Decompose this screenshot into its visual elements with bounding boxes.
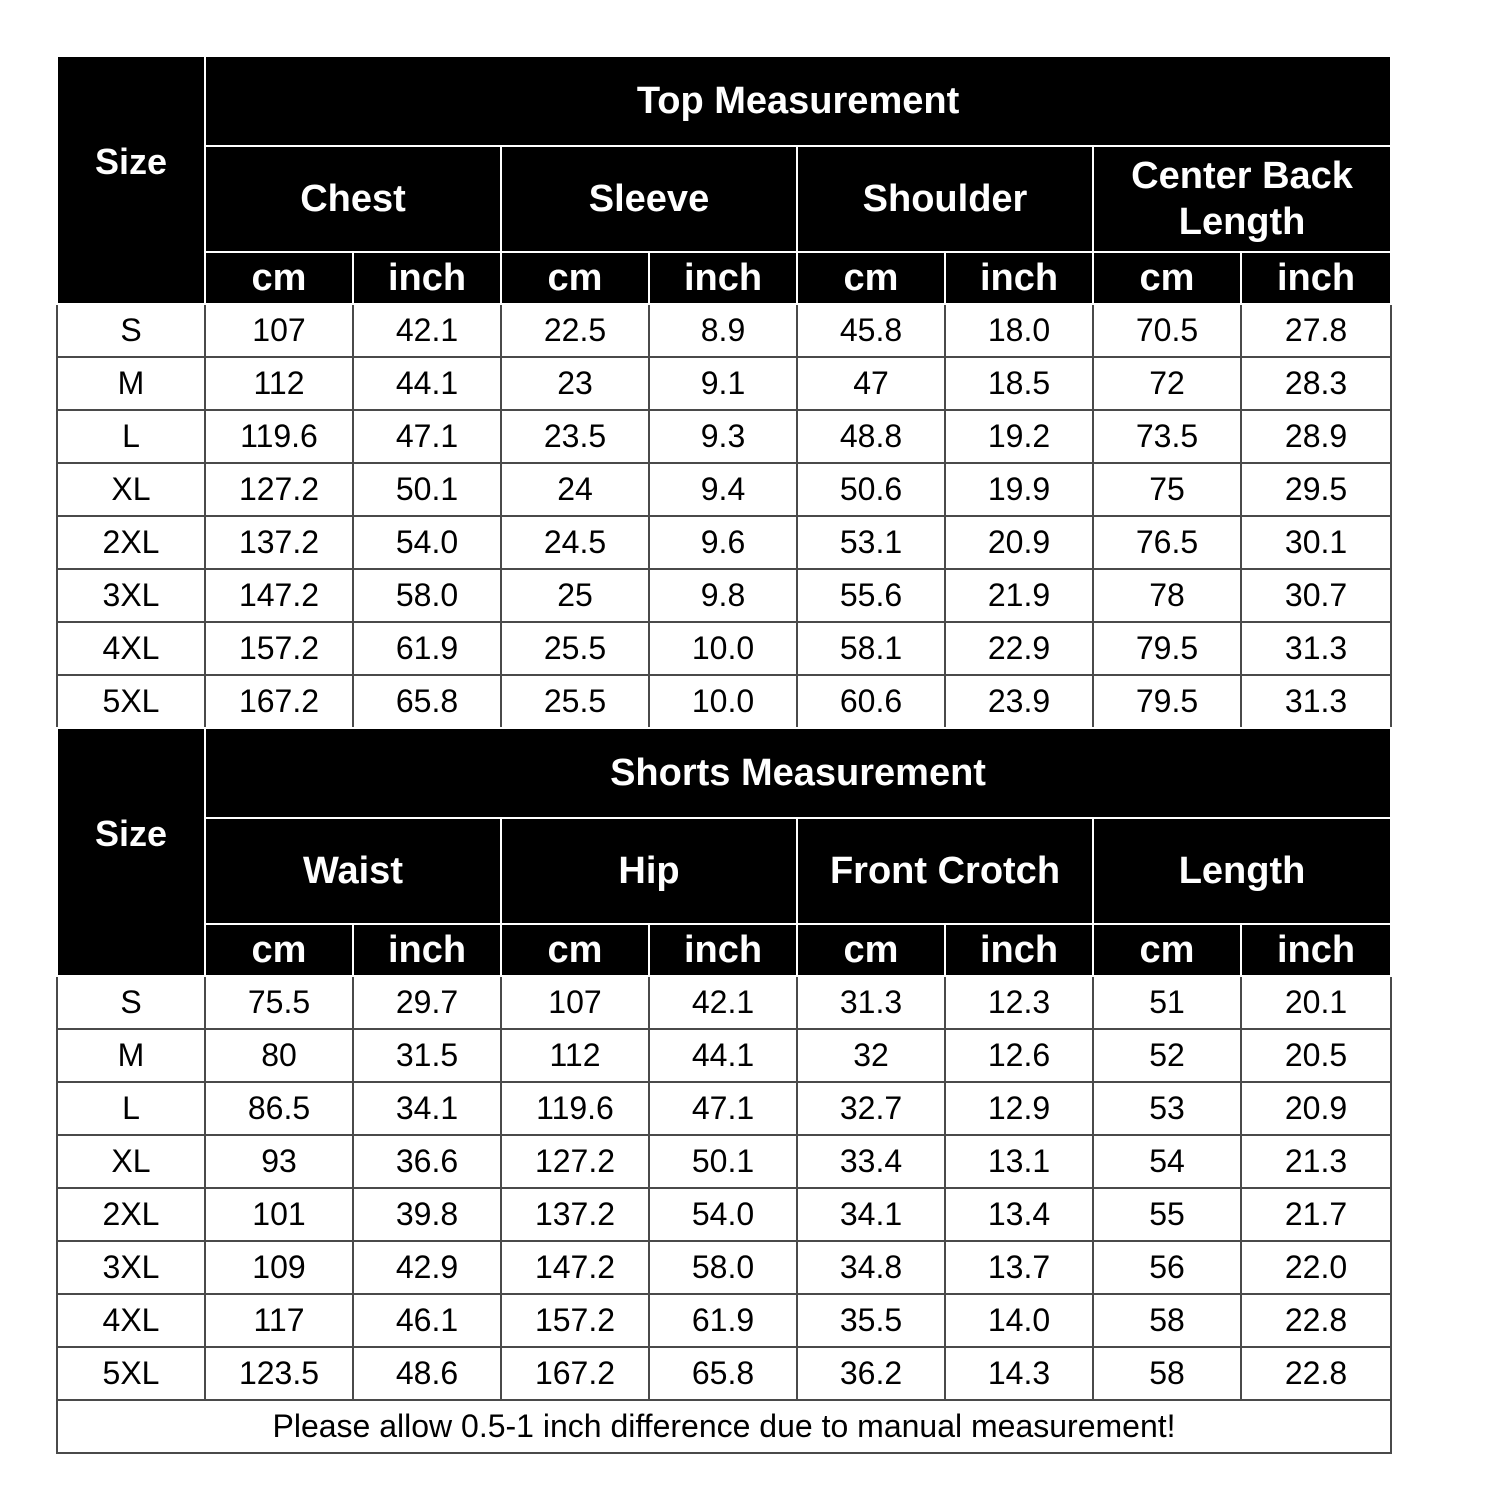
table-cell: 53.1 [797, 516, 945, 569]
table-cell: 73.5 [1093, 410, 1241, 463]
size-cell: 2XL [57, 516, 205, 569]
table-cell: 30.1 [1241, 516, 1391, 569]
unit-header: cm [205, 252, 353, 304]
table-cell: 79.5 [1093, 622, 1241, 675]
table-cell: 107 [205, 304, 353, 357]
unit-header: cm [501, 924, 649, 976]
table-cell: 137.2 [205, 516, 353, 569]
column-group-header: Chest [205, 146, 501, 252]
table-cell: 157.2 [501, 1294, 649, 1347]
column-group-header: Shoulder [797, 146, 1093, 252]
table-cell: 22.0 [1241, 1241, 1391, 1294]
table-cell: 14.3 [945, 1347, 1093, 1400]
table-cell: 79.5 [1093, 675, 1241, 728]
table-cell: 19.9 [945, 463, 1093, 516]
table-row [57, 1347, 1391, 1400]
table-cell: 34.8 [797, 1241, 945, 1294]
table-row [57, 516, 1391, 569]
table-cell: 60.6 [797, 675, 945, 728]
size-cell: 4XL [57, 1294, 205, 1347]
table-cell: 9.4 [649, 463, 797, 516]
table-cell: 44.1 [353, 357, 501, 410]
table-cell: 48.6 [353, 1347, 501, 1400]
table-cell: 61.9 [649, 1294, 797, 1347]
table-cell: 33.4 [797, 1135, 945, 1188]
table-cell: 112 [205, 357, 353, 410]
table-cell: 18.0 [945, 304, 1093, 357]
table-cell: 9.1 [649, 357, 797, 410]
table-cell: 54 [1093, 1135, 1241, 1188]
table-cell: 28.3 [1241, 357, 1391, 410]
table-cell: 167.2 [205, 675, 353, 728]
unit-header: cm [797, 252, 945, 304]
table-cell: 50.6 [797, 463, 945, 516]
table-cell: 58 [1093, 1347, 1241, 1400]
table-cell: 45.8 [797, 304, 945, 357]
table-cell: 31.3 [1241, 622, 1391, 675]
table-cell: 50.1 [353, 463, 501, 516]
table-cell: 42.1 [353, 304, 501, 357]
table-cell: 42.1 [649, 976, 797, 1029]
table-row [57, 304, 1391, 357]
table-cell: 28.9 [1241, 410, 1391, 463]
table-cell: 25 [501, 569, 649, 622]
table-cell: 13.4 [945, 1188, 1093, 1241]
unit-header: cm [1093, 924, 1241, 976]
table-cell: 9.3 [649, 410, 797, 463]
table-cell: 72 [1093, 357, 1241, 410]
table-cell: 55 [1093, 1188, 1241, 1241]
table-cell: 23.9 [945, 675, 1093, 728]
table-cell: 50.1 [649, 1135, 797, 1188]
size-cell: 5XL [57, 675, 205, 728]
unit-header: cm [1093, 252, 1241, 304]
shorts-measurement-table [56, 727, 1392, 1454]
table-cell: 20.9 [945, 516, 1093, 569]
table-cell: 53 [1093, 1082, 1241, 1135]
table-cell: 52 [1093, 1029, 1241, 1082]
table-cell: 27.8 [1241, 304, 1391, 357]
table-cell: 55.6 [797, 569, 945, 622]
table-cell: 19.2 [945, 410, 1093, 463]
table-cell: 109 [205, 1241, 353, 1294]
size-cell: XL [57, 463, 205, 516]
table-cell: 147.2 [501, 1241, 649, 1294]
table-cell: 47.1 [649, 1082, 797, 1135]
table-cell: 29.5 [1241, 463, 1391, 516]
table-cell: 20.5 [1241, 1029, 1391, 1082]
size-cell: S [57, 976, 205, 1029]
unit-header: inch [945, 252, 1093, 304]
size-cell: XL [57, 1135, 205, 1188]
table-cell: 51 [1093, 976, 1241, 1029]
table-cell: 58.0 [649, 1241, 797, 1294]
size-header: Size [57, 56, 205, 304]
table-cell: 21.7 [1241, 1188, 1391, 1241]
table-cell: 65.8 [353, 675, 501, 728]
table-cell: 30.7 [1241, 569, 1391, 622]
table-cell: 54.0 [649, 1188, 797, 1241]
table-cell: 58.1 [797, 622, 945, 675]
table-cell: 75.5 [205, 976, 353, 1029]
table-row [57, 1241, 1391, 1294]
table-cell: 10.0 [649, 622, 797, 675]
table-cell: 13.1 [945, 1135, 1093, 1188]
table-cell: 21.3 [1241, 1135, 1391, 1188]
table-cell: 22.8 [1241, 1294, 1391, 1347]
table-cell: 75 [1093, 463, 1241, 516]
table-title: Top Measurement [205, 56, 1391, 146]
table-cell: 61.9 [353, 622, 501, 675]
table-cell: 14.0 [945, 1294, 1093, 1347]
unit-header: cm [501, 252, 649, 304]
table-cell: 23.5 [501, 410, 649, 463]
table-row [57, 357, 1391, 410]
column-group-header: Waist [205, 818, 501, 924]
unit-header: inch [649, 252, 797, 304]
measurement-note: Please allow 0.5-1 inch difference due to manual measurement! [57, 1400, 1391, 1453]
table-cell: 23 [501, 357, 649, 410]
size-cell: S [57, 304, 205, 357]
table-cell: 39.8 [353, 1188, 501, 1241]
table-cell: 70.5 [1093, 304, 1241, 357]
table-cell: 12.9 [945, 1082, 1093, 1135]
table-cell: 101 [205, 1188, 353, 1241]
table-cell: 46.1 [353, 1294, 501, 1347]
table-cell: 47 [797, 357, 945, 410]
table-cell: 48.8 [797, 410, 945, 463]
unit-header: inch [1241, 924, 1391, 976]
table-cell: 36.6 [353, 1135, 501, 1188]
table-cell: 13.7 [945, 1241, 1093, 1294]
unit-header: cm [797, 924, 945, 976]
table-cell: 21.9 [945, 569, 1093, 622]
table-cell: 32 [797, 1029, 945, 1082]
table-cell: 58 [1093, 1294, 1241, 1347]
table-cell: 78 [1093, 569, 1241, 622]
table-cell: 107 [501, 976, 649, 1029]
size-cell: L [57, 1082, 205, 1135]
table-cell: 157.2 [205, 622, 353, 675]
table-row [57, 1188, 1391, 1241]
table-row [57, 463, 1391, 516]
table-cell: 137.2 [501, 1188, 649, 1241]
table-cell: 76.5 [1093, 516, 1241, 569]
top-measurement-table [56, 55, 1392, 729]
unit-header: cm [205, 924, 353, 976]
unit-header: inch [353, 252, 501, 304]
table-cell: 22.9 [945, 622, 1093, 675]
table-cell: 31.3 [1241, 675, 1391, 728]
table-cell: 147.2 [205, 569, 353, 622]
size-cell: 5XL [57, 1347, 205, 1400]
table-cell: 10.0 [649, 675, 797, 728]
table-row [57, 1294, 1391, 1347]
table-row [57, 622, 1391, 675]
table-cell: 58.0 [353, 569, 501, 622]
table-cell: 119.6 [205, 410, 353, 463]
table-cell: 34.1 [353, 1082, 501, 1135]
table-cell: 117 [205, 1294, 353, 1347]
table-row [57, 569, 1391, 622]
column-group-header: Front Crotch [797, 818, 1093, 924]
table-row [57, 976, 1391, 1029]
table-cell: 25.5 [501, 622, 649, 675]
table-cell: 32.7 [797, 1082, 945, 1135]
table-cell: 65.8 [649, 1347, 797, 1400]
table-cell: 44.1 [649, 1029, 797, 1082]
table-cell: 36.2 [797, 1347, 945, 1400]
table-cell: 127.2 [501, 1135, 649, 1188]
table-cell: 42.9 [353, 1241, 501, 1294]
table-cell: 22.8 [1241, 1347, 1391, 1400]
table-cell: 93 [205, 1135, 353, 1188]
unit-header: inch [945, 924, 1093, 976]
table-cell: 127.2 [205, 463, 353, 516]
table-cell: 29.7 [353, 976, 501, 1029]
table-cell: 12.6 [945, 1029, 1093, 1082]
unit-header: inch [1241, 252, 1391, 304]
table-row [57, 675, 1391, 728]
table-cell: 56 [1093, 1241, 1241, 1294]
table-cell: 86.5 [205, 1082, 353, 1135]
table-cell: 123.5 [205, 1347, 353, 1400]
table-cell: 35.5 [797, 1294, 945, 1347]
table-cell: 9.6 [649, 516, 797, 569]
table-title: Shorts Measurement [205, 728, 1391, 818]
size-cell: M [57, 357, 205, 410]
table-cell: 12.3 [945, 976, 1093, 1029]
size-header: Size [57, 728, 205, 976]
unit-header: inch [353, 924, 501, 976]
table-cell: 54.0 [353, 516, 501, 569]
table-cell: 18.5 [945, 357, 1093, 410]
table-row [57, 1135, 1391, 1188]
size-chart [56, 55, 1390, 1454]
size-cell: L [57, 410, 205, 463]
table-cell: 24.5 [501, 516, 649, 569]
table-cell: 31.3 [797, 976, 945, 1029]
size-cell: 4XL [57, 622, 205, 675]
table-cell: 24 [501, 463, 649, 516]
table-cell: 25.5 [501, 675, 649, 728]
unit-header: inch [649, 924, 797, 976]
table-cell: 20.1 [1241, 976, 1391, 1029]
table-cell: 119.6 [501, 1082, 649, 1135]
column-group-header: Sleeve [501, 146, 797, 252]
size-cell: 2XL [57, 1188, 205, 1241]
table-row [57, 1082, 1391, 1135]
size-cell: M [57, 1029, 205, 1082]
column-group-header: Center Back Length [1093, 146, 1391, 252]
table-row [57, 410, 1391, 463]
table-row [57, 1029, 1391, 1082]
table-cell: 20.9 [1241, 1082, 1391, 1135]
size-cell: 3XL [57, 1241, 205, 1294]
table-cell: 167.2 [501, 1347, 649, 1400]
table-cell: 9.8 [649, 569, 797, 622]
table-cell: 112 [501, 1029, 649, 1082]
column-group-header: Length [1093, 818, 1391, 924]
column-group-header: Hip [501, 818, 797, 924]
table-cell: 31.5 [353, 1029, 501, 1082]
table-cell: 80 [205, 1029, 353, 1082]
table-cell: 34.1 [797, 1188, 945, 1241]
table-cell: 8.9 [649, 304, 797, 357]
table-cell: 22.5 [501, 304, 649, 357]
size-cell: 3XL [57, 569, 205, 622]
table-cell: 47.1 [353, 410, 501, 463]
